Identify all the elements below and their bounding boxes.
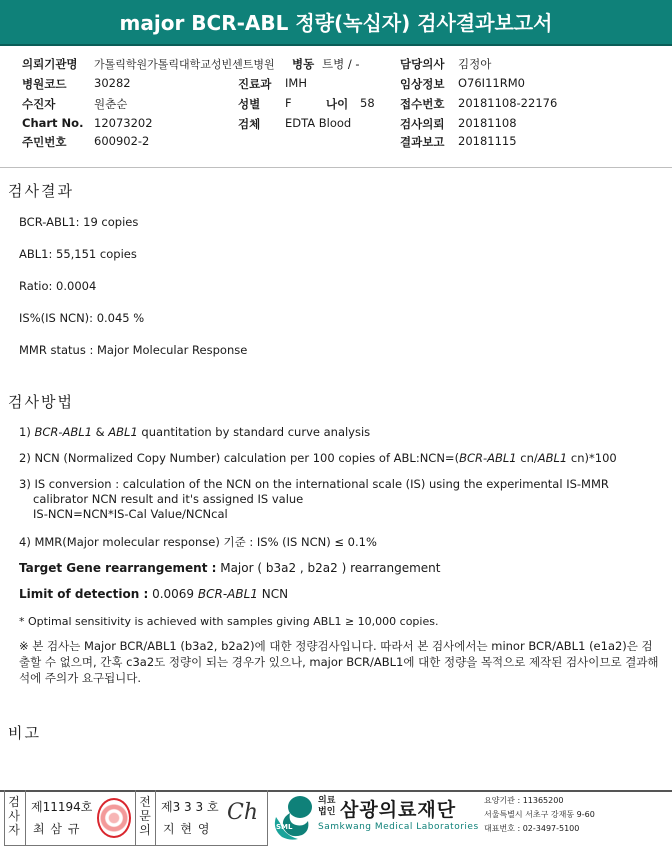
ssn-label: 주민번호 — [22, 135, 67, 149]
results-heading: 검사결과 — [8, 182, 74, 200]
institution-value: 가톨릭학원가톨릭대학교성빈센트병원 — [94, 58, 275, 71]
accession-value: 20181108-22176 — [458, 96, 558, 110]
logo-abbr: SML — [276, 823, 293, 831]
request-date-value: 20181108 — [458, 116, 517, 130]
result-line: ABL1: 55,151 copies — [19, 247, 137, 261]
org-phone: 대표번호 : 02-3497-5100 — [484, 824, 580, 833]
target-gene-value: Major ( b3a2 , b2a2 ) rearrangement — [216, 561, 441, 575]
report-date-value: 20181115 — [458, 134, 517, 148]
method-text: 1) — [19, 425, 35, 439]
hospital-code-label: 병원코드 — [22, 77, 67, 91]
signature: Ch — [227, 800, 259, 825]
divider — [155, 790, 156, 845]
tester-name: 최 삼 규 — [33, 822, 81, 836]
method-text: & — [92, 425, 109, 439]
age-label: 나이 — [326, 97, 349, 111]
method-item-2 — [19, 451, 617, 466]
ssn-value: 600902-2 — [94, 134, 150, 148]
patient-label: 수진자 — [22, 97, 56, 111]
lod-unit: NCN — [257, 587, 289, 601]
caution-note: ※ 본 검사는 Major BCR/ABL1 (b3a2, b2a2)에 대한 정량검사입니다. 따라서 본 검사에서는 minor BCR/ABL1 (e1a2)은 검출할 수 없으며, 간혹 c3a2도 정량이 되는 경우가 있으나, major BCR/ABL1에 대한 정량을 목적으로 제작된 검사이므로 결과해석에 주의가 요구됩니다. — [19, 639, 659, 685]
report-date-label: 결과보고 — [400, 135, 445, 149]
method-text: IS-NCN=NCN*IS-Cal Value/NCNcal — [33, 507, 228, 521]
doctor-value: 김정아 — [458, 57, 492, 71]
result-line: Ratio: 0.0004 — [19, 279, 97, 293]
org-address: 서울특별시 서초구 강재동 9-60 — [484, 810, 595, 819]
request-date-label: 검사의뢰 — [400, 117, 445, 131]
patient-info-section — [0, 50, 672, 168]
specialist-label: 전문의 — [139, 795, 151, 837]
org-code: 요양기관 : 11365200 — [484, 796, 564, 805]
sex-value: F — [285, 96, 292, 110]
specimen-value: EDTA Blood — [285, 116, 352, 130]
result-line: BCR-ABL1: 19 copies — [19, 215, 139, 229]
method-text: 3) IS conversion : calculation of the NCN on the international scale (IS) using the experimental IS-MMR — [19, 477, 609, 491]
report-title: major BCR-ABL 정량(녹십자) 검사결과보고서 — [0, 0, 672, 46]
ward-value: 트병 / - — [322, 57, 360, 71]
method-text: cn)*100 — [567, 451, 617, 465]
result-line: MMR status : Major Molecular Response — [19, 343, 248, 357]
sex-label: 성별 — [238, 97, 261, 111]
divider — [135, 790, 136, 845]
divider — [0, 167, 672, 168]
target-gene-label: Target Gene rearrangement : — [19, 561, 217, 575]
doctor-label: 담당의사 — [400, 57, 445, 71]
lod-value: 0.0069 — [148, 587, 198, 601]
tester-license: 제11194호 — [31, 800, 93, 814]
gene-name: BCR-ABL1 — [459, 451, 517, 465]
method-item-1 — [19, 425, 370, 440]
official-seal — [97, 798, 131, 838]
specialist-name: 지 현 영 — [163, 822, 211, 836]
dept-label: 진료과 — [238, 77, 272, 91]
specimen-label: 검체 — [238, 117, 261, 131]
result-line: IS%(IS NCN): 0.045 % — [19, 311, 145, 325]
tester-label: 검사자 — [8, 795, 20, 837]
institution-label: 의뢰기관명 — [22, 57, 78, 71]
gene-name: ABL1 — [108, 425, 138, 439]
gene-name: BCR-ABL1 — [34, 425, 93, 439]
specialist-license: 제3 3 3 호 — [161, 800, 219, 814]
ward-label: 병동 — [292, 57, 315, 71]
method-heading: 검사방법 — [8, 393, 74, 411]
chart-no-value: 12073202 — [94, 116, 153, 130]
gene-name: ABL1 — [537, 451, 568, 465]
method-text: cn/ — [516, 451, 538, 465]
chart-no-label: Chart No. — [22, 116, 84, 130]
lod-label: Limit of detection : — [19, 587, 149, 601]
clinical-info-value: O76I11RM0 — [458, 76, 525, 90]
target-gene-line — [19, 561, 441, 576]
dept-value: IMH — [285, 76, 307, 90]
method-item-4: 4) MMR(Major molecular response) 기준 : IS% (IS NCN) ≤ 0.1% — [19, 535, 377, 549]
method-text: calibrator NCN result and it's assigned IS value — [33, 492, 304, 506]
method-item-3 — [19, 477, 609, 522]
hospital-code-value: 30282 — [94, 76, 131, 90]
age-value: 58 — [360, 96, 375, 110]
org-type: 의료법인 — [318, 796, 336, 817]
method-text: quantitation by standard curve analysis — [137, 425, 371, 439]
remarks-heading: 비고 — [8, 724, 41, 742]
gene-name: BCR-ABL1 — [197, 587, 258, 601]
limit-of-detection-line — [19, 587, 288, 602]
org-english-name: Samkwang Medical Laboratories — [318, 822, 479, 832]
sml-logo-icon — [270, 793, 316, 841]
patient-value: 원춘순 — [94, 97, 128, 111]
method-text: 2) NCN (Normalized Copy Number) calculation per 100 copies of ABL:NCN=( — [19, 451, 460, 465]
accession-label: 접수번호 — [400, 97, 445, 111]
optimal-sensitivity-note: * Optimal sensitivity is achieved with samples giving ABL1 ≥ 10,000 copies. — [19, 615, 439, 628]
org-name: 삼광의료재단 — [340, 799, 457, 821]
signature-box — [4, 790, 268, 846]
divider — [25, 790, 26, 845]
clinical-info-label: 임상정보 — [400, 77, 445, 91]
